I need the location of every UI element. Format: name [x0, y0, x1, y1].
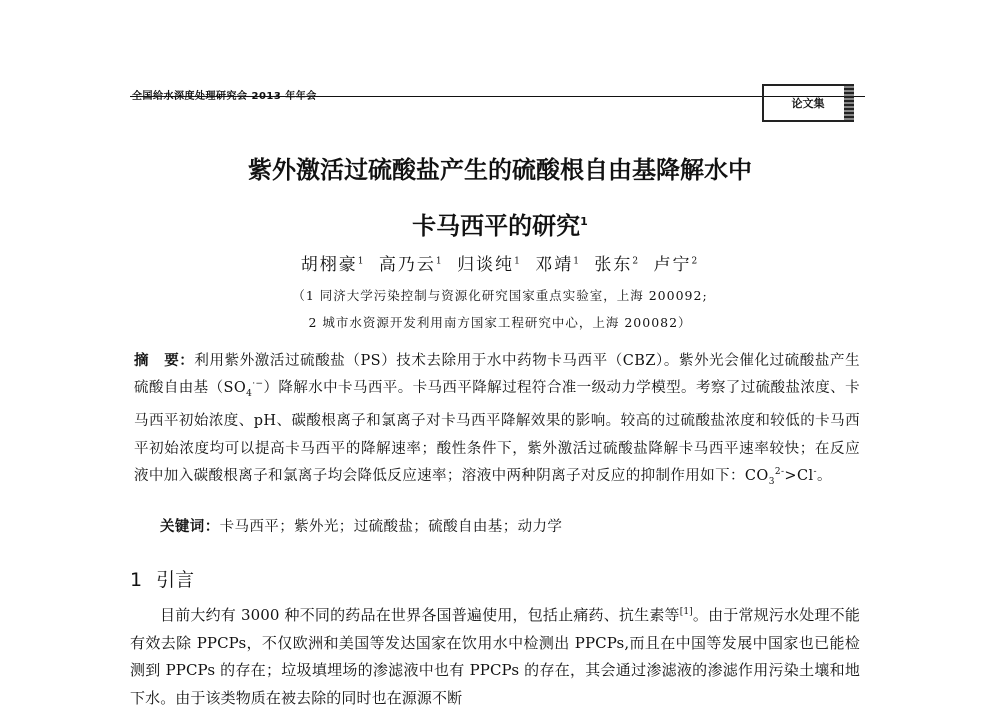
- author-name: 张东: [594, 255, 633, 275]
- author-name: 卢宁: [653, 255, 692, 275]
- author: [457, 255, 522, 275]
- title-footnote-marker: 1: [580, 215, 588, 228]
- intro-text-1: 目前大约有 3000 种不同的药品在世界各国普遍使用，包括止痛药、抗生素等: [160, 606, 680, 624]
- author-affil-marker: 1: [435, 256, 444, 267]
- author-affil-marker: 1: [573, 256, 581, 267]
- author: [653, 255, 699, 275]
- proceedings-tag: 论文集: [762, 84, 854, 122]
- author-affil-marker: 1: [514, 256, 522, 267]
- abstract-text-2: ）降解水中卡马西平。卡马西平降解过程符合准一级动力学模型。考察了过硫酸盐浓度、卡马西平初始浓度、pH、碳酸根离子和氯离子对卡马西平降解效果的影响。较高的过硫酸盐浓度和较低的卡马西平初始浓度均可以提高卡马西平的降解速率；酸性条件下，紫外激活过硫酸盐降解卡马西平速率较快；在反应液中加入碳酸根离子和氯离子均会降低反应速率；溶液中两种阴离子对反应的抑制作用如下：CO: [134, 380, 860, 485]
- abstract-text-1: 利用紫外激活过硫酸盐（PS）技术去除用于水中药物卡马西平（CBZ）。紫外光会催化过硫酸盐产生硫酸自由基（SO: [134, 353, 860, 397]
- paper-title-line2-text: 卡马西平的研究: [412, 212, 581, 240]
- conference-name: 全国给水深度处理研究会 2013 年年会: [132, 91, 317, 102]
- ion-subscript: 4: [246, 389, 253, 400]
- intro-text-2: 。由于常规污水处理不能有效去除 PPCPs，不仅欧洲和美国等发达国家在饮用水中检测出 PPCPs,而且在中国等发展中国家也已能检测到 PPCPs 的存在；垃圾填埋场的渗滤液中也有 PPCPs 的存在，其会通过渗滤液的渗滤作用污染土壤和地下水。由于该类物质在被去除的同时也在源源不断: [130, 606, 860, 707]
- citation-ref: [1]: [679, 607, 693, 617]
- author-affil-marker: 2: [632, 256, 641, 267]
- abstract-label: 摘 要：: [134, 353, 195, 369]
- paper-title-line2: [0, 206, 1000, 241]
- abstract: [134, 348, 860, 496]
- paper-title-line1: 紫外激活过硫酸盐产生的硫酸根自由基降解水中: [248, 156, 752, 184]
- affiliation-2: 2 城市水资源开发利用南方国家工程研究中心，上海 200082）: [308, 315, 692, 330]
- author-affil-marker: 2: [691, 256, 700, 267]
- author-name: 邓靖: [535, 255, 574, 275]
- abstract-text-4: 。: [816, 468, 832, 485]
- author-name: 归谈纯: [457, 255, 515, 275]
- abstract-text-3: >Cl: [784, 468, 814, 485]
- author-affil-marker: 1: [357, 256, 366, 267]
- author: [594, 255, 640, 275]
- carbonate-subscript: 3: [768, 476, 775, 487]
- header-rule: [130, 96, 865, 97]
- chloride-superscript: -: [813, 467, 817, 478]
- section-heading: [130, 565, 194, 592]
- author: [535, 255, 581, 275]
- keywords-text: 卡马西平；紫外光；过硫酸盐；硫酸自由基；动力学: [219, 519, 563, 535]
- author-list: [0, 250, 1000, 275]
- intro-paragraph: [130, 602, 860, 712]
- carbonate-superscript: 2-: [774, 467, 785, 478]
- author-name: 胡栩豪: [300, 255, 358, 275]
- keywords: [160, 515, 860, 536]
- affiliation-1: （1 同济大学污染控制与资源化研究国家重点实验室，上海 200092;: [292, 288, 708, 303]
- section-title: 引言: [156, 569, 195, 591]
- author-name: 高乃云: [378, 255, 436, 275]
- section-number: 1: [130, 569, 143, 591]
- author: [301, 255, 366, 275]
- ion-superscript: ·−: [252, 379, 264, 390]
- keywords-label: 关键词：: [160, 519, 220, 535]
- author: [379, 255, 444, 275]
